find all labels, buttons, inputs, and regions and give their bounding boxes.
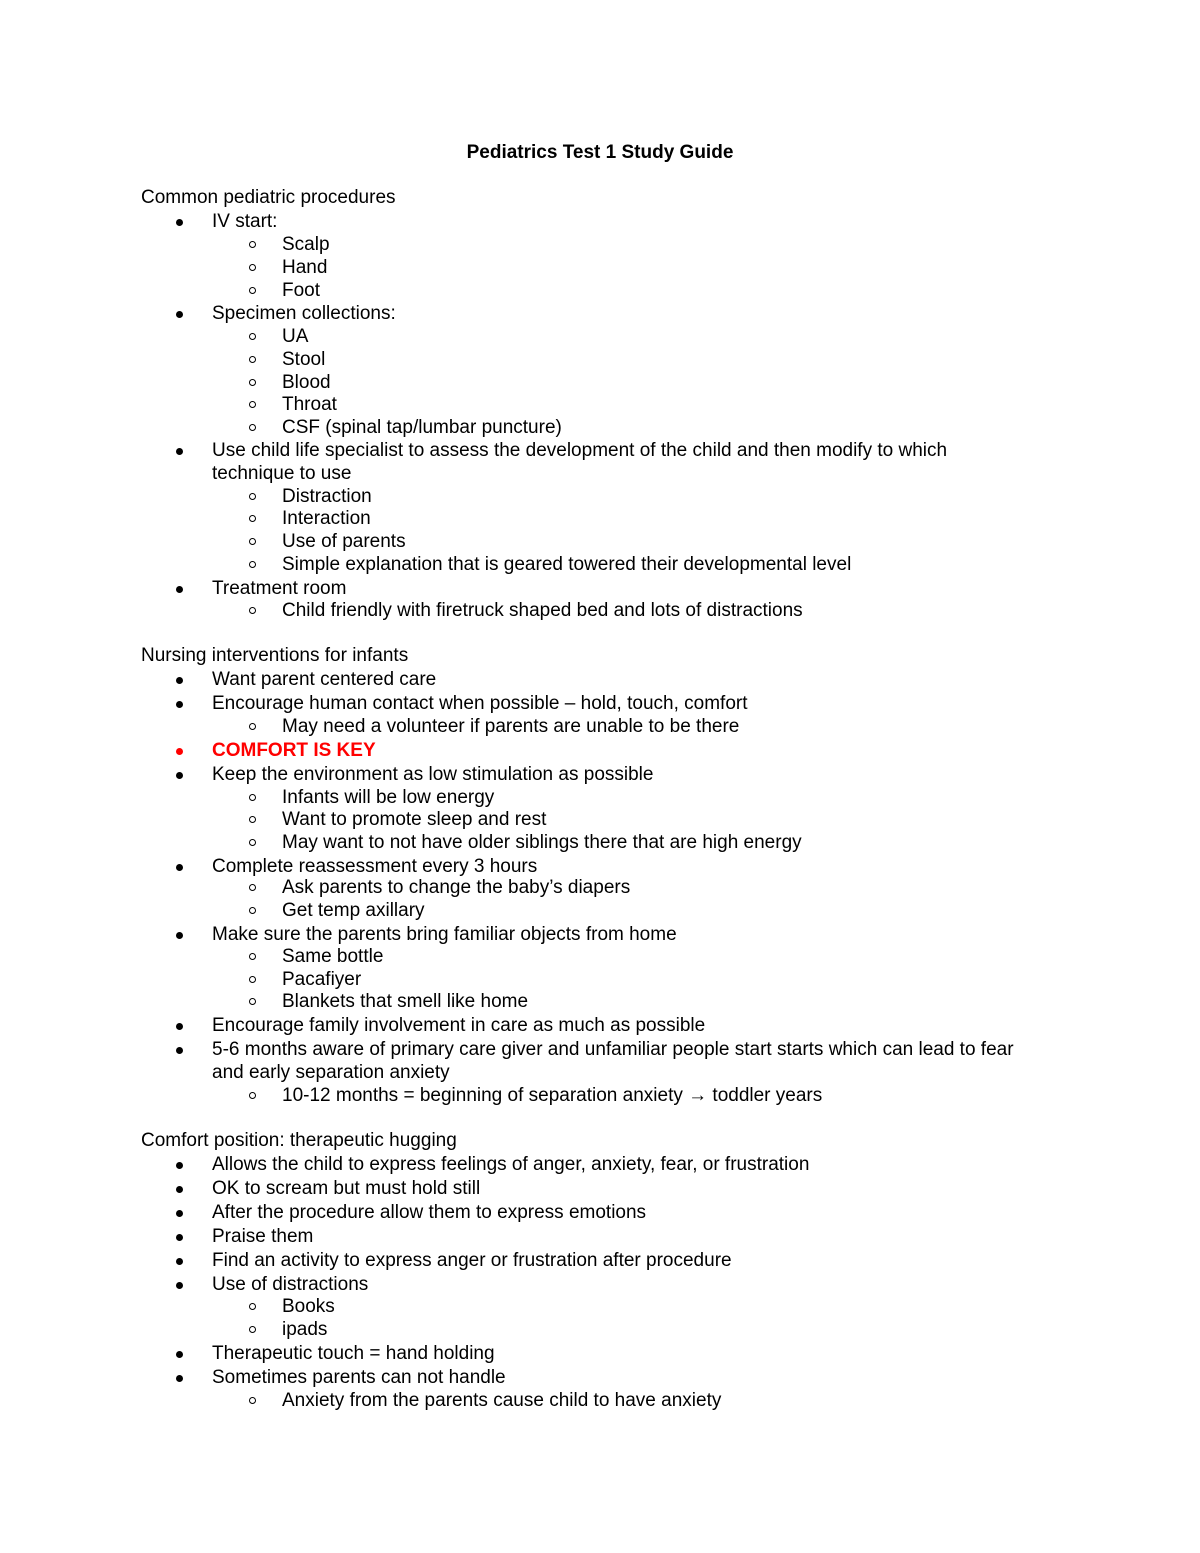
- bullet-icon: [174, 668, 186, 691]
- list-item: Encourage family involvement in care as much as possible: [212, 1015, 706, 1036]
- sub-list-item: ipads: [282, 1319, 328, 1340]
- bullet-icon: [174, 1038, 186, 1061]
- sub-bullet-icon: [248, 348, 260, 371]
- sub-list-item: Infants will be low energy: [282, 787, 495, 808]
- list-item: Praise them: [212, 1226, 314, 1247]
- bullet-icon: [174, 1273, 186, 1296]
- sub-bullet-icon: [248, 876, 260, 899]
- list-item: Specimen collections:: [212, 303, 396, 324]
- sub-list-item: CSF (spinal tap/lumbar puncture): [282, 417, 562, 438]
- bullet-icon: [174, 855, 186, 878]
- section-heading: Comfort position: therapeutic hugging: [141, 1130, 457, 1151]
- sub-bullet-icon: [248, 233, 260, 256]
- sub-bullet-icon: [248, 279, 260, 302]
- sub-list-item: Ask parents to change the baby’s diapers: [282, 877, 631, 898]
- section-heading: Common pediatric procedures: [141, 187, 396, 208]
- sub-bullet-icon: [248, 1318, 260, 1341]
- list-item: Want parent centered care: [212, 669, 437, 690]
- bullet-icon: [174, 923, 186, 946]
- list-item: Use child life specialist to assess the development of the child and then modify to which: [212, 440, 948, 461]
- sub-list-item: Interaction: [282, 508, 371, 529]
- sub-list-item: Distraction: [282, 486, 372, 507]
- sub-list-item: Stool: [282, 349, 326, 370]
- bullet-icon: [174, 692, 186, 715]
- sub-list-item: Same bottle: [282, 946, 384, 967]
- sub-bullet-icon: [248, 1084, 260, 1107]
- sub-bullet-icon: [248, 945, 260, 968]
- bullet-icon: [174, 1342, 186, 1365]
- list-item: Keep the environment as low stimulation as possible: [212, 764, 654, 785]
- bullet-icon: [174, 1014, 186, 1037]
- sub-list-item: Simple explanation that is geared towered their developmental level: [282, 554, 852, 575]
- sub-bullet-icon: [248, 530, 260, 553]
- sub-bullet-icon: [248, 1389, 260, 1412]
- bullet-icon: [174, 1249, 186, 1272]
- sub-list-item: Books: [282, 1296, 335, 1317]
- bullet-icon: [174, 210, 186, 233]
- sub-bullet-icon: [248, 831, 260, 854]
- sub-bullet-icon: [248, 715, 260, 738]
- list-item: Make sure the parents bring familiar objects from home: [212, 924, 677, 945]
- list-item: After the procedure allow them to express emotions: [212, 1202, 647, 1223]
- sub-bullet-icon: [248, 786, 260, 809]
- list-item: Use of distractions: [212, 1274, 369, 1295]
- sub-list-item: 10-12 months = beginning of separation anxiety → toddler years: [282, 1085, 823, 1106]
- sub-list-item: Throat: [282, 394, 337, 415]
- sub-bullet-icon: [248, 1295, 260, 1318]
- list-item: Therapeutic touch = hand holding: [212, 1343, 495, 1364]
- section-heading: Nursing interventions for infants: [141, 645, 409, 666]
- sub-list-item: May need a volunteer if parents are unable to be there: [282, 716, 740, 737]
- document-title: Pediatrics Test 1 Study Guide: [466, 142, 734, 163]
- sub-list-item: UA: [282, 326, 309, 347]
- sub-bullet-icon: [248, 599, 260, 622]
- sub-bullet-icon: [248, 371, 260, 394]
- list-item: Find an activity to express anger or frustration after procedure: [212, 1250, 732, 1271]
- sub-list-item: Use of parents: [282, 531, 406, 552]
- sub-bullet-icon: [248, 968, 260, 991]
- bullet-icon: [174, 1366, 186, 1389]
- sub-bullet-icon: [248, 899, 260, 922]
- list-item-continuation: technique to use: [212, 463, 352, 484]
- list-item: OK to scream but must hold still: [212, 1178, 481, 1199]
- list-item: 5-6 months aware of primary care giver and unfamiliar people start starts which can lead to fear: [212, 1039, 1014, 1060]
- sub-list-item: Blankets that smell like home: [282, 991, 529, 1012]
- bullet-icon: [174, 302, 186, 325]
- sub-bullet-icon: [248, 393, 260, 416]
- sub-bullet-icon: [248, 416, 260, 439]
- sub-list-item: Blood: [282, 372, 331, 393]
- sub-bullet-icon: [248, 485, 260, 508]
- list-item: Allows the child to express feelings of anger, anxiety, fear, or frustration: [212, 1154, 810, 1175]
- sub-list-item: Want to promote sleep and rest: [282, 809, 547, 830]
- sub-list-item: Hand: [282, 257, 328, 278]
- list-item: IV start:: [212, 211, 278, 232]
- bullet-icon: [174, 1177, 186, 1200]
- list-item: Treatment room: [212, 578, 347, 599]
- sub-list-item: Foot: [282, 280, 321, 301]
- list-item: Encourage human contact when possible – hold, touch, comfort: [212, 693, 748, 714]
- list-item-continuation: and early separation anxiety: [212, 1062, 450, 1083]
- bullet-icon: [174, 577, 186, 600]
- sub-bullet-icon: [248, 507, 260, 530]
- sub-bullet-icon: [248, 553, 260, 576]
- sub-list-item: Scalp: [282, 234, 330, 255]
- list-item: Complete reassessment every 3 hours: [212, 856, 538, 877]
- sub-list-item: May want to not have older siblings there that are high energy: [282, 832, 802, 853]
- emphasis-item: COMFORT IS KEY: [212, 740, 376, 761]
- sub-list-item: Anxiety from the parents cause child to have anxiety: [282, 1390, 722, 1411]
- bullet-icon: [174, 1225, 186, 1248]
- sub-list-item: Get temp axillary: [282, 900, 425, 921]
- emphasis-bullet-icon: [174, 739, 186, 762]
- sub-list-item: Pacafiyer: [282, 969, 362, 990]
- bullet-icon: [174, 763, 186, 786]
- sub-bullet-icon: [248, 256, 260, 279]
- sub-bullet-icon: [248, 808, 260, 831]
- bullet-icon: [174, 1153, 186, 1176]
- list-item: Sometimes parents can not handle: [212, 1367, 506, 1388]
- bullet-icon: [174, 439, 186, 462]
- sub-list-item: Child friendly with firetruck shaped bed and lots of distractions: [282, 600, 803, 621]
- bullet-icon: [174, 1201, 186, 1224]
- sub-bullet-icon: [248, 325, 260, 348]
- sub-bullet-icon: [248, 990, 260, 1013]
